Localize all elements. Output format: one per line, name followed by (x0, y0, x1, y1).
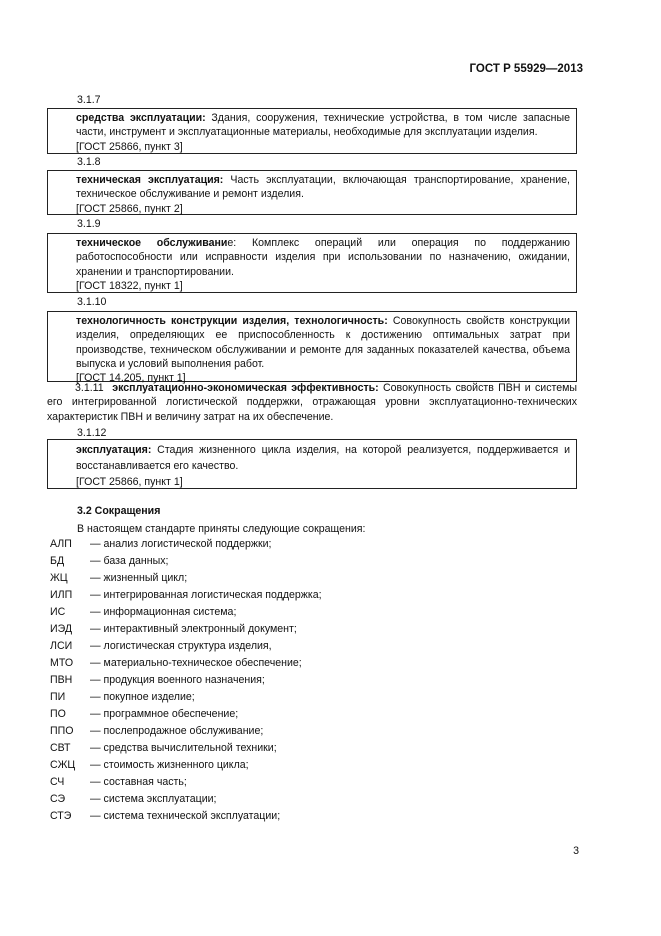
abbr-code: СЧ (50, 776, 65, 788)
term-box (47, 233, 577, 293)
term-source: [ГОСТ 25866, пункт 1] (76, 476, 183, 488)
abbr-code: МТО (50, 657, 74, 669)
abbreviation-row (50, 621, 570, 638)
term-name: эксплуатационно-экономическая эффективность: (112, 382, 379, 394)
abbreviation-row (50, 774, 570, 791)
abbreviation-row (50, 808, 570, 825)
term-number: 3.1.12 (77, 427, 107, 439)
abbr-definition: — интегрированная логистическая поддержка; (90, 589, 322, 601)
abbreviation-row (50, 689, 570, 706)
term-definition: Совокупность свойств ПВН и системы его интегрированной логистической поддержки, отражающая уровни эксплуатационно-технических характеристик ПВН и величину затрат на их обеспечение. (47, 382, 578, 423)
term-number: 3.1.7 (77, 94, 101, 106)
abbreviation-row (50, 706, 570, 723)
abbreviation-row (50, 655, 570, 672)
term-box (47, 170, 577, 215)
abbr-code: СЖЦ (50, 759, 76, 771)
abbr-definition: — продукция военного назначения; (90, 674, 265, 686)
abbr-code: ППО (50, 725, 74, 737)
term-number: 3.1.10 (77, 296, 107, 308)
abbreviation-row (50, 536, 570, 553)
abbr-definition: — стоимость жизненного цикла; (90, 759, 249, 771)
abbr-code: АЛП (50, 538, 72, 550)
term-name: техническое обслуживани (76, 237, 228, 249)
abbr-definition: — база данных; (90, 555, 169, 567)
term-name: технологичность конструкции изделия, технологичность: (76, 315, 388, 327)
abbreviation-row (50, 757, 570, 774)
abbreviation-row (50, 672, 570, 689)
abbreviation-row (50, 570, 570, 587)
abbr-definition: — жизненный цикл; (90, 572, 188, 584)
abbr-definition: — средства вычислительной техники; (90, 742, 277, 754)
term-name: эксплуатация: (76, 444, 152, 456)
abbr-definition: — составная часть; (90, 776, 187, 788)
page-number: 3 (573, 845, 579, 857)
term-number: 3.1.8 (77, 156, 101, 168)
term-box (47, 108, 577, 154)
term-box (47, 439, 577, 489)
abbreviation-row (50, 740, 570, 757)
abbr-definition: — логистическая структура изделия, (90, 640, 272, 652)
standard-header: ГОСТ Р 55929—2013 (469, 63, 583, 75)
abbr-code: ИС (50, 606, 66, 618)
section-intro: В настоящем стандарте приняты следующие сокращения: (77, 523, 366, 535)
term-definition: Часть эксплуатации, включающая транспортирование, хранение, техническое обслуживание и ремонт изделия. (76, 174, 570, 201)
term-definition: Совокупность свойств конструкции изделия, определяющих ее приспособленность к достижению оптимальных затрат при производстве, техническом обслуживании и ремонте для заданных показателей качества, объема выпуска и условий выполнения работ. (76, 315, 570, 370)
abbreviation-row (50, 638, 570, 655)
abbr-code: ИЭД (50, 623, 73, 635)
term-name: техническая эксплуатация: (76, 174, 224, 186)
abbr-definition: — программное обеспечение; (90, 708, 239, 720)
abbr-code: ИЛП (50, 589, 73, 601)
term-source: [ГОСТ 18322, пункт 1] (76, 279, 183, 292)
abbr-code: ПВН (50, 674, 73, 686)
abbreviation-row (50, 553, 570, 570)
term-number: 3.1.9 (77, 218, 101, 230)
abbr-code: ЛСИ (50, 640, 73, 652)
abbreviation-row (50, 587, 570, 604)
abbr-definition: — материально-техническое обеспечение; (90, 657, 302, 669)
abbreviation-row (50, 604, 570, 621)
term-number: 3.1.11 (75, 382, 104, 394)
abbr-definition: — система эксплуатации; (90, 793, 217, 805)
term-definition: Стадия жизненного цикла изделия, на которой реализуется, поддерживается и восстанавливается его качество. (76, 444, 570, 472)
term-box (47, 311, 577, 385)
abbr-definition: — система технической эксплуатации; (90, 810, 281, 822)
term-name-tail: е: (227, 237, 237, 249)
abbr-code: СВТ (50, 742, 71, 754)
term-source: [ГОСТ 25866, пункт 2] (76, 202, 183, 215)
abbr-definition: — покупное изделие; (90, 691, 195, 703)
abbr-code: БД (50, 555, 65, 567)
term-source: [ГОСТ 14.205, пункт 1] (76, 372, 186, 385)
term-source: [ГОСТ 25866, пункт 3] (76, 140, 183, 153)
term-name: средства эксплуатации: (76, 112, 206, 124)
abbr-definition: — интерактивный электронный документ; (90, 623, 297, 635)
term-definition: Комплекс операций или операция по поддержанию работоспособности или исправности изделия при использовании по назначению, ожидании, хранении и транспортировании. (76, 237, 570, 278)
abbr-code: СТЭ (50, 810, 72, 822)
section-title: 3.2 Сокращения (77, 505, 161, 517)
abbreviation-row (50, 723, 570, 740)
abbr-definition: — информационная система; (90, 606, 237, 618)
abbr-code: ПИ (50, 691, 66, 703)
abbr-definition: — анализ логистической поддержки; (90, 538, 272, 550)
abbr-definition: — послепродажное обслуживание; (90, 725, 264, 737)
term-definition: Здания, сооружения, технические устройства, в том числе запасные части, инструмент и эксплуатационные материалы, необходимые для эксплуатации изделия. (76, 112, 570, 139)
term-paragraph (47, 381, 577, 424)
abbreviation-row (50, 791, 570, 808)
abbr-code: ЖЦ (50, 572, 68, 584)
abbr-code: ПО (50, 708, 66, 720)
abbr-code: СЭ (50, 793, 66, 805)
